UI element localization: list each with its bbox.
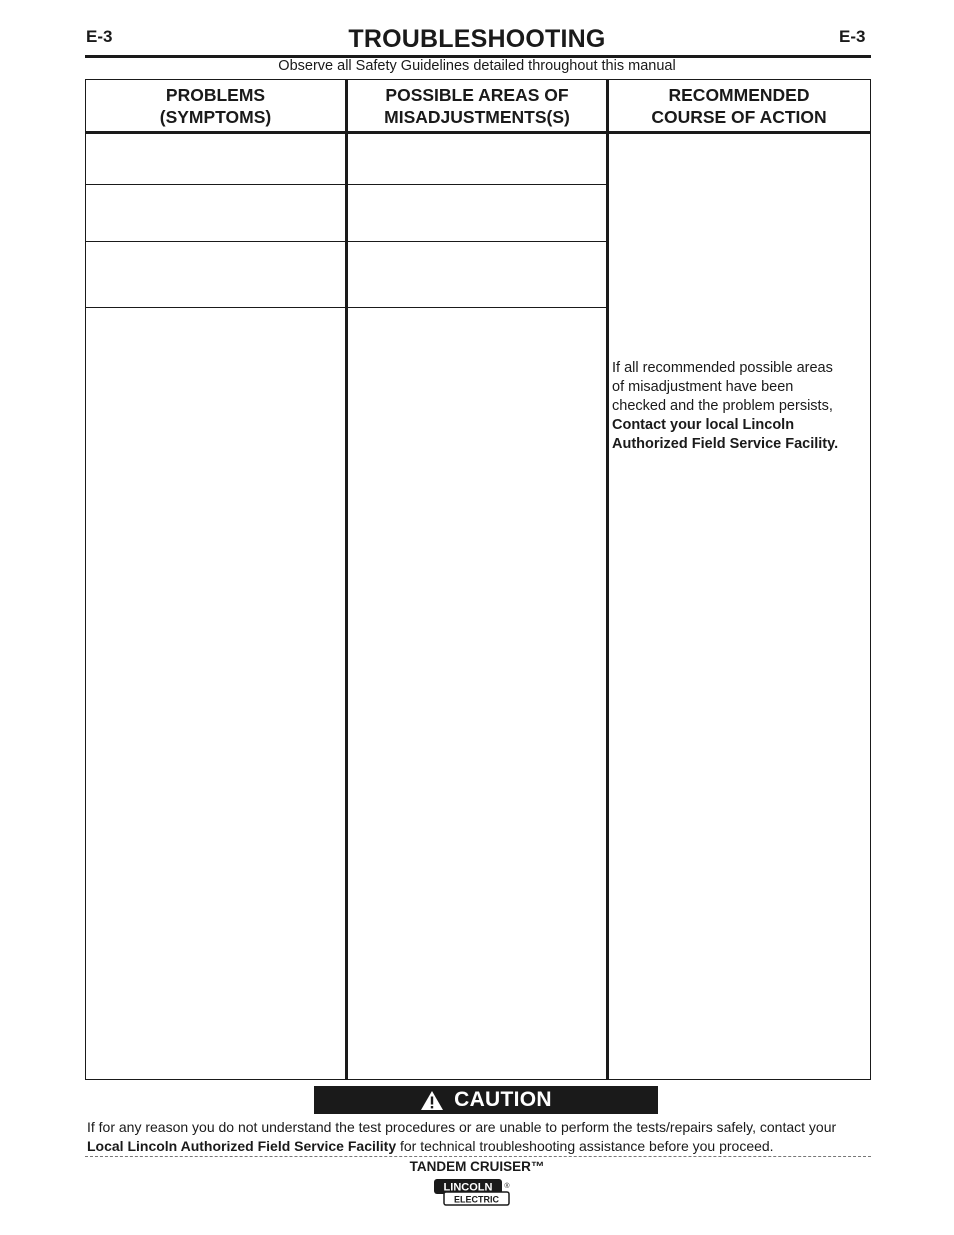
- lincoln-electric-logo: [433, 1178, 511, 1207]
- column-header-possible-areas: [348, 80, 606, 131]
- troubleshooting-table: [85, 79, 871, 1080]
- table-row-divider: [86, 241, 345, 242]
- column-divider-1: [345, 80, 348, 1079]
- caution-text: [87, 1118, 872, 1156]
- footer-rule: [85, 1156, 871, 1157]
- action-line: If all recommended possible areas: [612, 360, 833, 376]
- action-contact-line: Authorized Field Service Facility.: [612, 436, 839, 452]
- column-header-line: COURSE OF ACTION: [651, 106, 827, 127]
- table-row-divider: [348, 241, 606, 242]
- caution-contact-bold: Local Lincoln Authorized Field Service Facility: [87, 1138, 397, 1154]
- caution-banner: [314, 1086, 658, 1114]
- page-code-right: E-3: [839, 27, 866, 46]
- header-rule: [86, 131, 870, 134]
- action-contact-line: Contact your local Lincoln: [612, 417, 795, 433]
- column-header-line: RECOMMENDED: [668, 84, 810, 105]
- column-header-course-of-action: [609, 80, 869, 131]
- footer-product-name: TANDEM CRUISER™: [409, 1159, 545, 1174]
- logo-top-text: LINCOLN: [443, 1181, 493, 1194]
- safety-note: Observe all Safety Guidelines detailed throughout this manual: [278, 58, 676, 74]
- page-title: TROUBLESHOOTING: [348, 25, 606, 53]
- logo-bottom-text: ELECTRIC: [454, 1194, 499, 1205]
- logo-registered-mark: ®: [504, 1183, 510, 1190]
- caution-text-part: for technical troubleshooting assistance before you proceed.: [396, 1138, 774, 1154]
- warning-triangle-icon: [420, 1090, 444, 1111]
- column-header-line: POSSIBLE AREAS OF: [385, 84, 569, 105]
- column-divider-2: [606, 80, 609, 1079]
- action-line: checked and the problem persists,: [612, 398, 833, 414]
- column-header-line: PROBLEMS: [165, 84, 266, 105]
- column-header-line: (SYMPTOMS): [159, 106, 272, 127]
- column-header-problems: [86, 80, 345, 131]
- recommended-action-text: [612, 359, 864, 454]
- column-header-line: MISADJUSTMENTS(S): [384, 106, 570, 127]
- action-line: of misadjustment have been: [612, 379, 794, 395]
- table-row-divider: [348, 307, 606, 308]
- caution-text-part: If for any reason you do not understand the test procedures or are unable to perform the tests/repairs safely, contact your: [87, 1119, 837, 1135]
- table-row-divider: [86, 307, 345, 308]
- caution-label: CAUTION: [454, 1088, 552, 1111]
- page-code-left: E-3: [86, 27, 113, 46]
- table-row-divider: [86, 184, 345, 185]
- table-row-divider: [348, 184, 606, 185]
